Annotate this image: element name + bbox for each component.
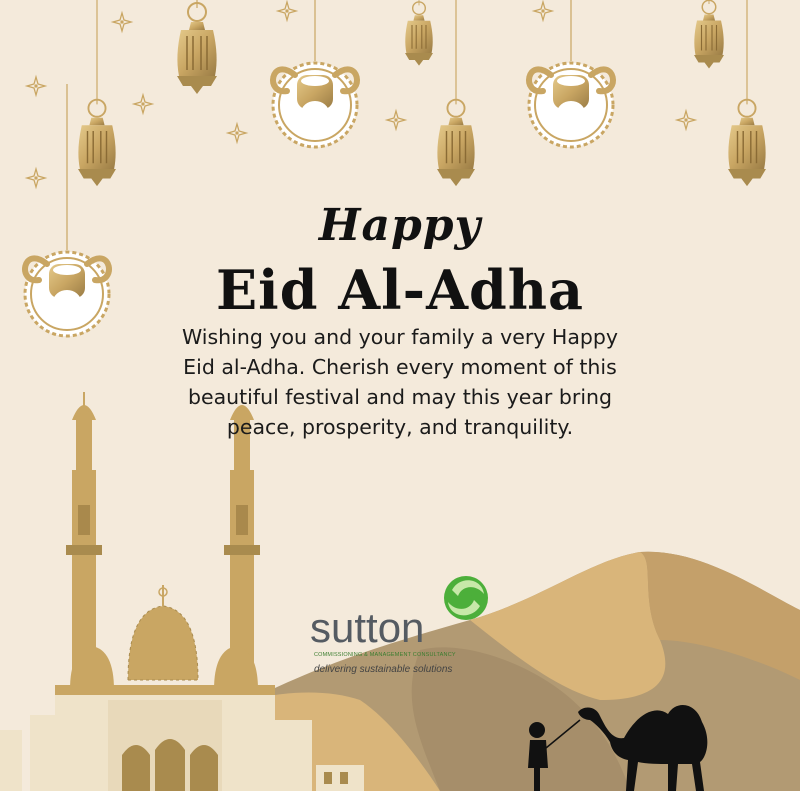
logo-subtitle: COMMISSIONING & MANAGEMENT CONSULTANCY bbox=[314, 652, 456, 658]
greeting-title: Eid Al-Adha bbox=[216, 258, 584, 322]
sutton-logo-icon bbox=[444, 576, 488, 620]
greeting-message: Wishing you and your family a very Happy Eid al-Adha. Cherish every moment of this beautiful festival and may this year bring peace, prosperity, and tranquility. bbox=[181, 325, 619, 439]
mosque-icon bbox=[0, 392, 364, 791]
greeting-happy: Happy bbox=[318, 200, 482, 251]
logo-name: sutton bbox=[310, 604, 425, 651]
logo-tagline: delivering sustainable solutions bbox=[314, 664, 453, 675]
